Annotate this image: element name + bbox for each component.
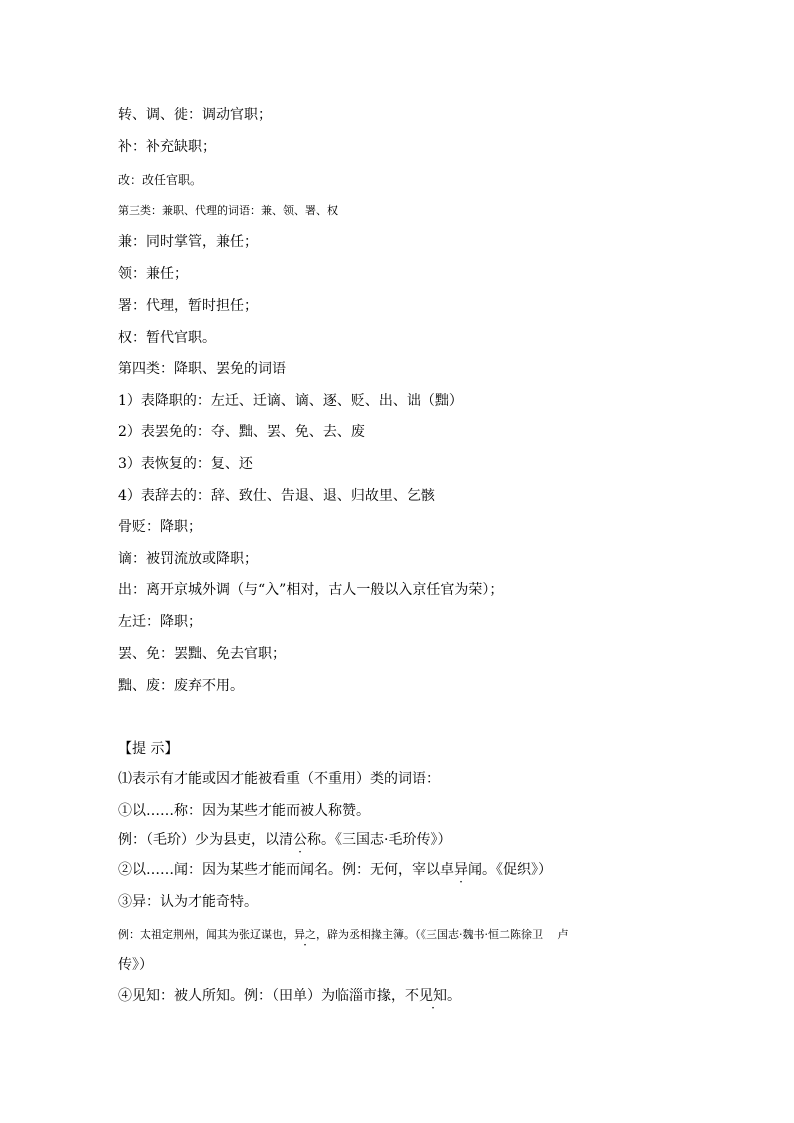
- tip-intro: ⑴表示有才能或因才能被看重（不重用）类的词语：: [118, 771, 440, 787]
- tip-item: [118, 987, 461, 1005]
- text-line: 权：暂代官职。: [118, 330, 216, 346]
- item-text: ②以……闻：因为某些才能而闻名。例：无何，宰以: [118, 862, 440, 878]
- tip-item: ①以……称：因为某些才能而被人称赞。: [118, 803, 370, 819]
- tip-example: [118, 831, 451, 849]
- dotted-emphasis: 卓异闻: [440, 862, 482, 878]
- text-line: 骨贬：降职；: [118, 519, 202, 535]
- list-item: 3）表恢复的：复、还: [118, 456, 253, 472]
- tip-item: ③异：认为才能奇特。: [118, 894, 258, 910]
- example-text: 例：太祖定荆州，闻其为张辽谋也，: [118, 928, 294, 941]
- text-line: 黜、废：废弃不用。: [118, 678, 244, 694]
- text-line: 罢、免：罢黜、免去官职；: [118, 646, 286, 662]
- tip-example: [118, 926, 569, 944]
- text-line: 署：代理，暂时担任；: [118, 298, 258, 314]
- text-line: 转、调、徙：调动官职；: [118, 107, 272, 123]
- text-line: 补：补充缺职；: [118, 139, 216, 155]
- text-line: 左迁：降职；: [118, 614, 202, 630]
- tip-item: [118, 861, 552, 879]
- dotted-emphasis: 见知: [419, 988, 447, 1004]
- dotted-emphasis: 异之: [294, 928, 316, 941]
- text-line: 改：改任官职。: [118, 173, 203, 187]
- tip-example-cont: 传》）: [118, 957, 153, 973]
- section-heading: 第四类：降职、罢免的词语: [118, 361, 286, 377]
- list-item: 4）表辞去的：辞、致仕、告退、退、归故里、乞骸: [118, 488, 435, 504]
- text-line: 兼：同时掌管，兼任；: [118, 234, 258, 250]
- list-item: 2）表罢免的：夺、黜、罢、免、去、废: [118, 424, 365, 440]
- item-text: 。《促织》）: [482, 862, 552, 878]
- text-line: 出：离开京城外调（与“入”相对，古人一般以入京任官为荣）；: [118, 582, 504, 598]
- section-heading: 第三类：兼职、代理的词语：兼、领、署、权: [118, 204, 338, 217]
- example-text: ，辟为丞相掾主簿。（《三国志·魏书·恒二陈徐卫 卢: [316, 928, 569, 941]
- example-text: 例：（毛玠）少为县吏，以: [118, 832, 279, 848]
- item-text: ④见知：被人所知。例：（田单）为临淄市掾，不: [118, 988, 419, 1004]
- example-text: 。《三国志·毛玠传》）: [321, 832, 452, 848]
- text-line: 谪：被罚流放或降职；: [118, 551, 258, 567]
- tip-heading: 【提 示】: [118, 741, 179, 757]
- text-line: 领：兼任；: [118, 266, 188, 282]
- dotted-emphasis: 清公称: [279, 832, 321, 848]
- list-item: 1）表降职的：左迁、迁谪、谪、逐、贬、出、诎（黜）: [118, 393, 463, 409]
- item-text: 。: [447, 988, 461, 1004]
